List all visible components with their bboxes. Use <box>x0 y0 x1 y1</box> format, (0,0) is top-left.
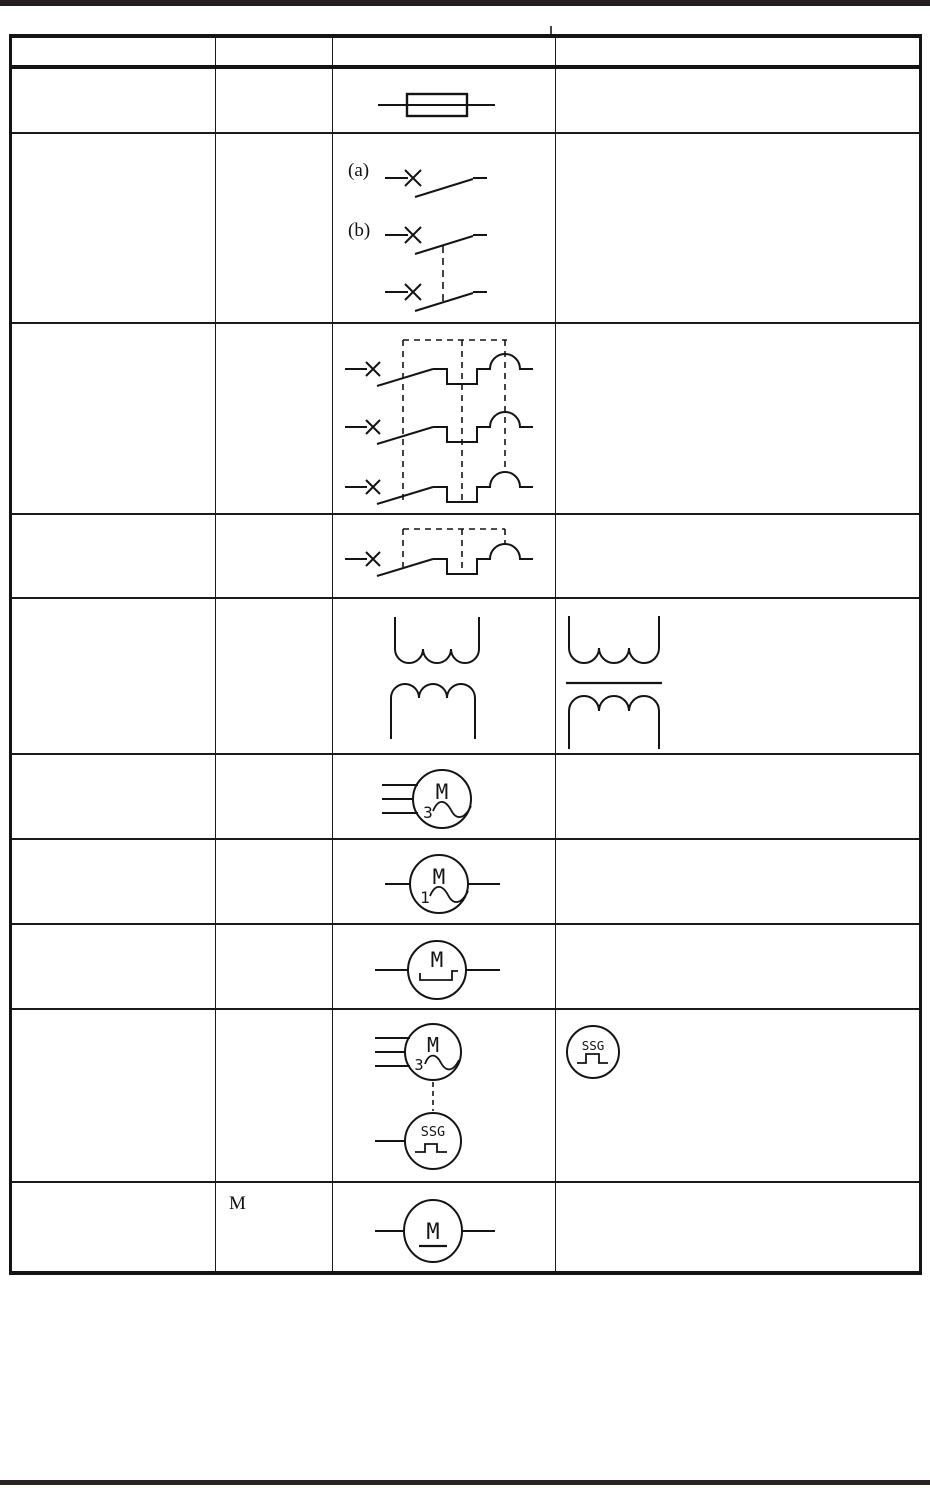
symbol-table <box>9 34 922 1275</box>
ssg-label: SSG <box>420 1124 446 1140</box>
alt-symbol-cell <box>556 1182 921 1273</box>
symbol-cell <box>333 323 556 514</box>
pulse-glyph <box>415 1144 447 1152</box>
motor-dc-symbol <box>333 1183 553 1270</box>
alt-symbol-cell <box>556 323 921 514</box>
symbol-cell <box>333 754 556 839</box>
description-cell <box>11 754 216 839</box>
motor-letter: M <box>430 948 444 972</box>
table-row-breaker-3pole <box>11 323 921 514</box>
circuit-breaker-1pole-symbol <box>333 515 553 597</box>
motor-stepping-symbol <box>333 925 553 1008</box>
disconnect-switch-symbol <box>333 134 553 322</box>
designation-cell <box>216 924 333 1009</box>
step-glyph <box>420 971 458 980</box>
secondary-winding <box>391 684 475 739</box>
trip-unit-dashed-box <box>403 529 505 574</box>
description-cell <box>11 323 216 514</box>
designation-cell <box>216 839 333 924</box>
table-row-motor-step <box>11 924 921 1009</box>
motor-letter: M <box>435 780 449 804</box>
header-cell-2 <box>216 36 333 67</box>
designation-cell <box>216 323 333 514</box>
symbol-cell <box>333 1182 556 1273</box>
description-cell <box>11 839 216 924</box>
table-row-fuse <box>11 67 921 133</box>
symbol-cell <box>333 924 556 1009</box>
symbol-cell <box>333 514 556 598</box>
designation-cell <box>216 598 333 754</box>
symbol-cell <box>333 598 556 754</box>
variant-b-label: (b) <box>348 220 371 241</box>
switch-b-bottom-glyph <box>385 284 487 311</box>
phase-count: 3 <box>414 1056 424 1074</box>
header-row <box>11 36 921 67</box>
breaker-pole <box>345 544 533 576</box>
phase-count: 3 <box>423 803 433 822</box>
page-bottom-rule <box>0 1480 930 1485</box>
secondary-winding <box>569 696 659 749</box>
header-cell-4 <box>556 36 921 67</box>
motor-letter: M <box>432 865 446 889</box>
header-cell-3 <box>333 36 556 67</box>
pulse-glyph <box>577 1054 608 1063</box>
description-cell <box>11 924 216 1009</box>
ssg-circle <box>405 1113 461 1169</box>
symbol-cell <box>333 839 556 924</box>
symbol-cell <box>333 1009 556 1182</box>
page-top-bar <box>0 0 930 6</box>
motor-single-phase-symbol <box>333 840 553 923</box>
designation-cell <box>216 1182 333 1273</box>
switch-b-top-glyph <box>385 227 487 254</box>
sine-wave-glyph <box>430 887 468 902</box>
fuse-symbol <box>333 69 553 132</box>
ssg-label: SSG <box>581 1038 605 1053</box>
circuit-breaker-3pole-symbol <box>333 324 553 513</box>
designation-cell <box>216 67 333 133</box>
alt-symbol-cell <box>556 598 921 754</box>
sine-wave-glyph <box>433 802 471 817</box>
designation-cell <box>216 133 333 323</box>
three-phase-leads <box>375 1038 410 1066</box>
description-cell <box>11 598 216 754</box>
table-row-motor-ssg <box>11 1009 921 1182</box>
description-cell <box>11 1182 216 1273</box>
motor-letter: M <box>426 1033 440 1057</box>
sine-wave-glyph <box>425 1056 459 1070</box>
alt-symbol-cell <box>556 133 921 323</box>
description-cell <box>11 133 216 323</box>
table-row-motor-1ph <box>11 839 921 924</box>
symbol-cell <box>333 133 556 323</box>
table-row-transformer <box>11 598 921 754</box>
switch-a-glyph <box>385 170 487 197</box>
designation-cell <box>216 1009 333 1182</box>
breaker-pole-3 <box>345 472 533 504</box>
alt-symbol-cell <box>556 514 921 598</box>
alt-symbol-cell <box>556 924 921 1009</box>
symbol-cell <box>333 67 556 133</box>
designation-cell <box>216 754 333 839</box>
description-cell <box>11 67 216 133</box>
table-row-breaker-1pole <box>11 514 921 598</box>
transformer-iron-core-symbol <box>556 599 916 751</box>
alt-symbol-cell <box>556 67 921 133</box>
table-row-motor-3ph <box>11 754 921 839</box>
description-cell <box>11 1009 216 1182</box>
table-row-motor-dc <box>11 1182 921 1273</box>
header-cell-1 <box>11 36 216 67</box>
motor-with-ssg-symbol <box>333 1010 553 1181</box>
motor-three-phase-symbol <box>333 755 553 838</box>
primary-winding <box>395 617 479 663</box>
alt-symbol-cell <box>556 754 921 839</box>
alt-symbol-cell <box>556 839 921 924</box>
phase-count: 1 <box>420 888 430 907</box>
transformer-air-core-symbol <box>333 599 553 751</box>
breaker-pole-1 <box>345 354 533 386</box>
variant-a-label: (a) <box>348 160 370 181</box>
description-cell <box>11 514 216 598</box>
designation-letter: M <box>229 1193 246 1214</box>
three-phase-leads <box>382 785 418 813</box>
ssg-alt-symbol <box>556 1010 916 1181</box>
primary-winding <box>569 616 659 663</box>
alt-symbol-cell <box>556 1009 921 1182</box>
table-row-disconnect-switch <box>11 133 921 323</box>
motor-letter: M <box>426 1220 440 1245</box>
designation-cell <box>216 514 333 598</box>
